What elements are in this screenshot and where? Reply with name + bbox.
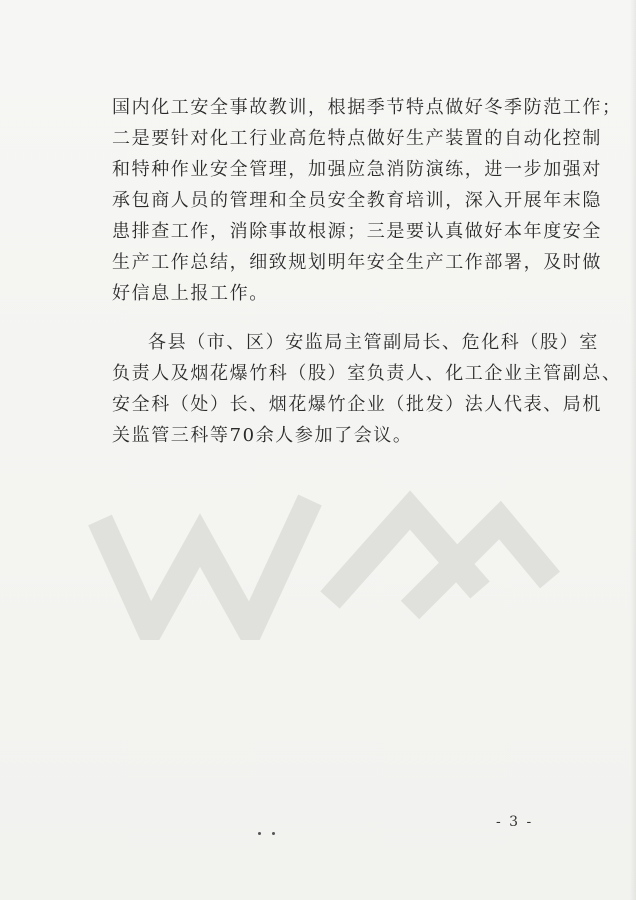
- text-line: 安全科（处）长、烟花爆竹企业（批发）法人代表、局机: [112, 394, 602, 415]
- scan-speck: [258, 832, 261, 835]
- text-line: 各县（市、区）安监局主管副局长、危化科（股）室: [148, 332, 599, 353]
- page-number: - 3 -: [496, 814, 534, 830]
- text-line: 负责人及烟花爆竹科（股）室负责人、化工企业主管副总、: [112, 363, 622, 384]
- paragraph-2: [112, 327, 622, 451]
- scan-speck: [272, 832, 275, 835]
- document-body: [112, 92, 622, 451]
- text-line: 承包商人员的管理和全员安全教育培训，深入开展年末隐: [112, 190, 602, 211]
- text-line: 生产工作总结，细致规划明年安全生产工作部署，及时做: [112, 252, 602, 273]
- text-line: 二是要针对化工行业高危特点做好生产装置的自动化控制: [112, 128, 602, 149]
- watermark-logo: [80, 480, 560, 640]
- text-line: 关监管三科等70余人参加了会议。: [112, 425, 413, 446]
- text-line: 患排查工作，消除事故根源；三是要认真做好本年度安全: [112, 221, 602, 242]
- text-line: 好信息上报工作。: [112, 283, 269, 304]
- paragraph-1: [112, 92, 622, 309]
- text-line: 和特种作业安全管理，加强应急消防演练，进一步加强对: [112, 159, 602, 180]
- text-line: 国内化工安全事故教训，根据季节特点做好冬季防范工作；: [112, 97, 622, 118]
- scan-edge-shadow: [630, 0, 636, 900]
